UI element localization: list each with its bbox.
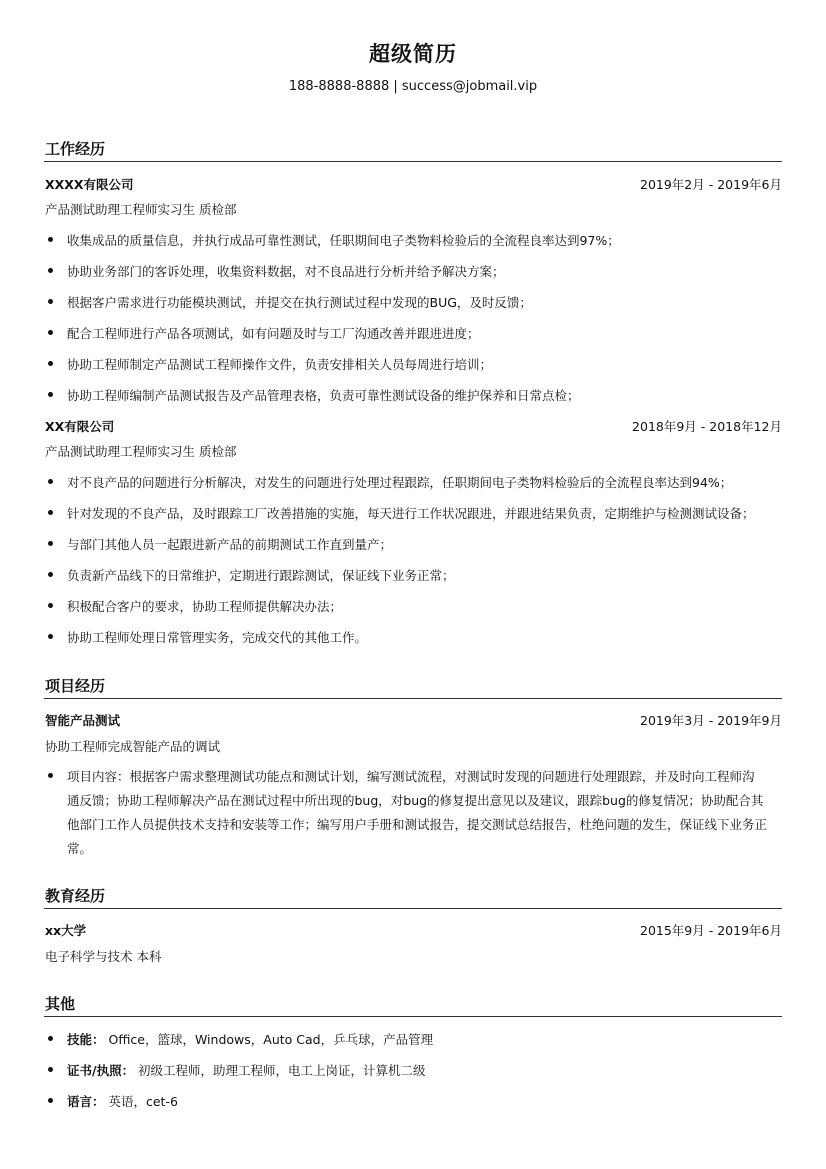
job-date: 2018年9月 - 2018年12月	[632, 419, 782, 434]
section-divider	[44, 161, 782, 162]
section-divider	[44, 908, 782, 909]
item-label: 语言：	[67, 1094, 105, 1109]
bullet-icon	[48, 1067, 53, 1072]
bullet-icon	[48, 479, 53, 484]
section-divider	[44, 698, 782, 699]
bullet-icon	[48, 361, 53, 366]
section-title-other: 其他	[45, 995, 76, 1013]
project-description: 项目内容：根据客户需求整理测试功能点和测试计划，编写测试流程，对测试时发现的问题进行处理跟踪，并及时向工程师沟 通反馈；协助工程师解决产品在测试过程中所出现的bug，对bug的修复提出意见以及建议，跟踪bug的修复情况；协助配合其 他部门工作人员提供技术支持和安装等工作；编写用户手册和测试报告，提交测试总结报告，杜绝问题的发生，保证线下业务正 常。	[45, 767, 782, 857]
bullet-icon	[48, 392, 53, 397]
bullet-icon	[48, 634, 53, 639]
school-name: xx大学	[45, 923, 87, 938]
item-label: 证书/执照：	[67, 1063, 135, 1078]
section-title-education: 教育经历	[45, 887, 106, 905]
item-label: 技能：	[67, 1032, 105, 1047]
bullet-icon	[48, 1036, 53, 1041]
company-name: XX有限公司	[45, 419, 115, 434]
bullet-icon	[48, 773, 53, 778]
job-role: 产品测试助理工程师实习生 质检部	[45, 444, 237, 459]
project-role: 协助工程师完成智能产品的调试	[45, 739, 221, 754]
bullet-icon	[48, 268, 53, 273]
section-title-project: 项目经历	[45, 677, 106, 695]
bullet-icon	[48, 603, 53, 608]
resume-page: 超级简历 188-8888-8888 | success@jobmail.vip 工作经历 XXXX有限公司 2019年2月 - 2019年6月 产品测试助理工程师实习生 质检部 收集成品的质量信息，并执行成品可靠性测试，任职期间电子类物料检验后的全流程良率达到97%； 协助业务部门的客诉处理，收集资料数据，对不良品进行分析并给予解决方案； 根据客户需求进行功能模块测试，并提交在执行测试过程中发现的BUG，及时反馈； 配合工程师进行产品各项测试，如有问题及时与工厂沟通改善并跟进进度； 协助工程师制定产品测试工程师操作文件，负责安排相关人员每周进行培训； 协助工程师编制产品测试报告及产品管理表格，负责可靠性测试设备的维护保养和日常点检； XX有限公司 2018年9月 - 2018年12月 产品测试助理工程师实习生 质检部 对不良产品的问题进行分析解决，对发生的问题进行处理过程跟踪，任职期间电子类物料检验后的全流程良率达到94%； 针对发现的不良产品，及时跟踪工厂改善措施的实施，每天进行工作状况跟进，并跟进结果负责，定期维护与检测测试设备； 与部门其他人员一起跟进新产品的前期测试工作直到量产； 负责新产品线下的日常维护，定期进行跟踪测试，保证线下业务正常； 积极配合客户的要求，协助工程师提供解决办法； 协助工程师处理日常管理实务，完成交代的其他工作。 项目经历 智能产品测试 2019年3月 - 2019年9月 协助工程师完成智能产品的调试 项目内容：根据客户需求整理测试功能点和测试计划，编写测试流程，对测试时发现的问题进行处理跟踪，并及时向工程师沟 通反馈；协助工程师解决产品在测试过程中所出现的bug，对bug的修复提出意见以及建议，跟踪bug的修复情况；协助配合其 他部门工作人员提供技术支持和安装等工作；编写用户手册和测试报告，提交测试总结报告，杜绝问题的发生，保证线下业务正 常。 教育经历 xx大学 2015年9月 - 2019年6月 电子科学与技术 本科 其他 技能： Office，篮球，Windows，Auto Cad，乒乓球，产品管理 证书/执照： 初级工程师，助理工程师，电工上岗证，计算机二级 语言： 英语，cet-6	[0, 0, 826, 1169]
bullet-icon	[48, 237, 53, 242]
bullet-icon	[48, 541, 53, 546]
education-date: 2015年9月 - 2019年6月	[640, 923, 782, 938]
bullet-icon	[48, 1098, 53, 1103]
job-date: 2019年2月 - 2019年6月	[640, 177, 782, 192]
bullet-icon	[48, 299, 53, 304]
company-name: XXXX有限公司	[45, 177, 134, 192]
job-role: 产品测试助理工程师实习生 质检部	[45, 202, 237, 217]
item-value: 英语，cet-6	[104, 1094, 178, 1109]
item-value: 初级工程师，助理工程师，电工上岗证，计算机二级	[134, 1063, 426, 1078]
resume-name: 超级简历	[369, 42, 457, 66]
item-value: Office，篮球，Windows，Auto Cad，乒乓球，产品管理	[104, 1032, 434, 1047]
education-major: 电子科学与技术 本科	[45, 949, 162, 964]
section-divider	[44, 1016, 782, 1017]
project-date: 2019年3月 - 2019年9月	[640, 713, 782, 728]
bullet-icon	[48, 330, 53, 335]
project-name: 智能产品测试	[45, 713, 121, 728]
bullet-icon	[48, 510, 53, 515]
contact-line: 188-8888-8888 | success@jobmail.vip	[288, 79, 538, 94]
section-title-work: 工作经历	[45, 140, 106, 158]
bullet-icon	[48, 572, 53, 577]
